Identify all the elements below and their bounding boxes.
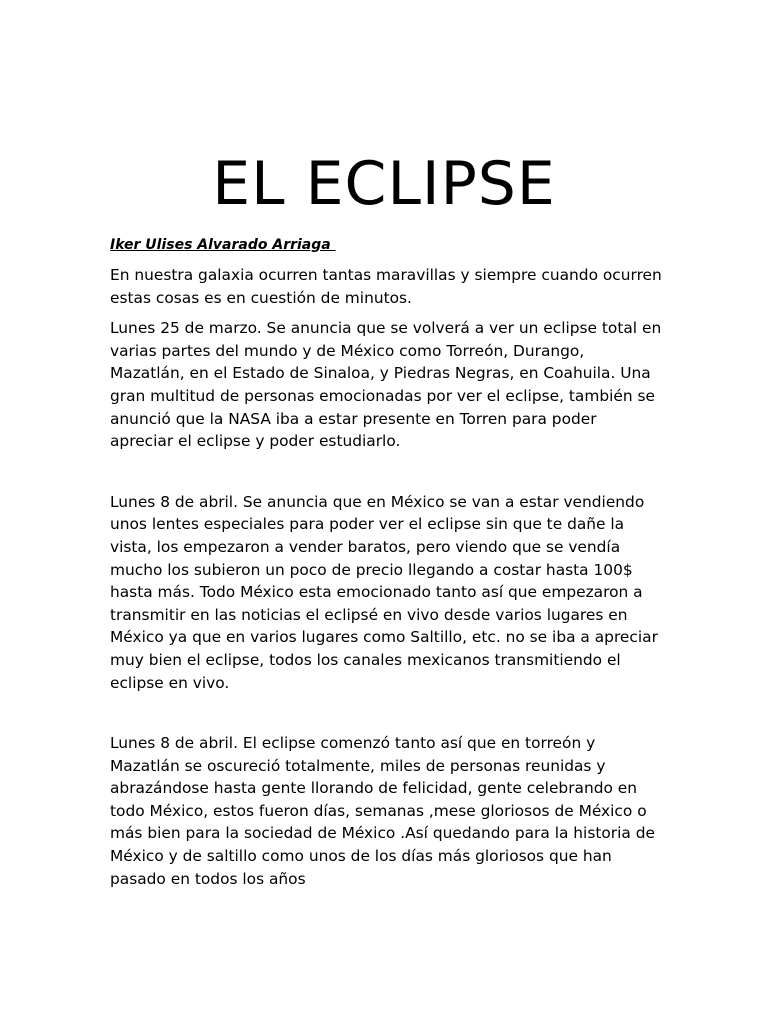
author-name: Iker Ulises Alvarado Arriaga <box>110 237 336 253</box>
paragraph-intro: En nuestra galaxia ocurren tantas maravillas y siempre cuando ocurren estas cosas es en cuestión de minutos. <box>110 266 662 307</box>
document-body <box>110 234 662 898</box>
document-title: EL ECLIPSE <box>212 149 556 219</box>
paragraph-april-8-glasses: Lunes 8 de abril. Se anuncia que en México se van a estar vendiendo unos lentes especiales para poder ver el eclipse sin que te dañe la vista, los empezaron a vender baratos, pero viendo que se vendía mucho los subieron un poco de precio llegando a costar hasta 100$ hasta más. Todo México esta emocionado tanto así que empezaron a transmitir en las noticias el eclipsé en vivo desde varios lugares en México ya que en varios lugares como Saltillo, etc. no se iba a apreciar muy bien el eclipse, todos los canales mexicanos transmitiendo el eclipse en vivo. <box>110 492 658 692</box>
paragraph-april-8-eclipse: Lunes 8 de abril. El eclipse comenzó tanto así que en torreón y Mazatlán se oscureció totalmente, miles de personas reunidas y abrazándose hasta gente llorando de felicidad, gente celebrando en todo México, estos fueron días, semanas ,mese gloriosos de México o más bien para la sociedad de México .Así quedando para la historia de México y de saltillo como unos de los días más gloriosos que han pasado en todos los años <box>110 734 655 888</box>
paragraph-march-25: Lunes 25 de marzo. Se anuncia que se volverá a ver un eclipse total en varias partes del mundo y de México como Torreón, Durango, Mazatlán, en el Estado de Sinaloa, y Piedras Negras, en Coahuila. Una gran multitud de personas emocionadas por ver el eclipse, también se anunció que la NASA iba a estar presente en Torren para poder apreciar el eclipse y poder estudiarlo. <box>110 319 662 451</box>
